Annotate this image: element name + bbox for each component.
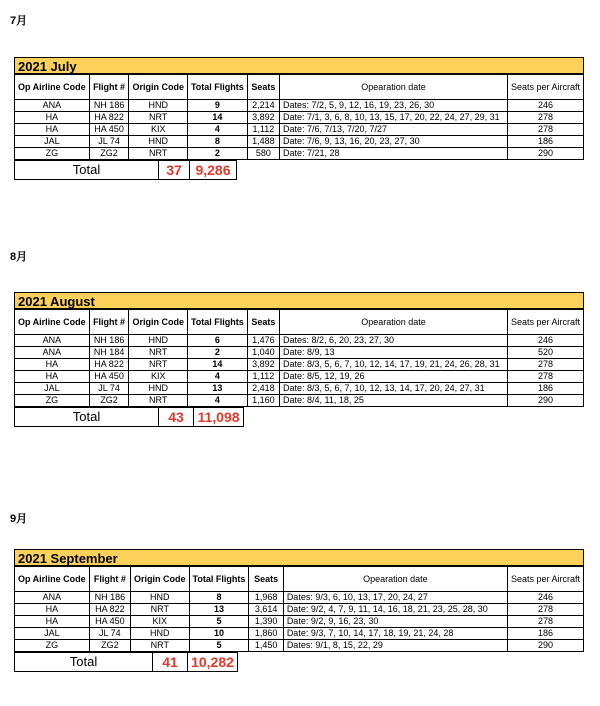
table-row bbox=[15, 395, 584, 407]
seats-cell: 2,214 bbox=[247, 100, 279, 112]
airline-cell: ZG bbox=[15, 395, 90, 407]
total-label: Total bbox=[15, 161, 159, 180]
airline-cell: ANA bbox=[15, 347, 90, 359]
per-cell: 290 bbox=[507, 395, 583, 407]
per-cell: 246 bbox=[507, 100, 583, 112]
per-cell: 246 bbox=[507, 335, 583, 347]
dates-cell: Date: 7/6, 9, 13, 16, 20, 23, 27, 30 bbox=[279, 136, 507, 148]
seats-cell: 3,614 bbox=[249, 604, 283, 616]
total-cell: 13 bbox=[189, 604, 249, 616]
header-airline: Op Airline Code bbox=[15, 567, 90, 592]
origin-cell: NRT bbox=[129, 395, 188, 407]
seats-cell: 1,860 bbox=[249, 628, 283, 640]
total-row bbox=[14, 160, 237, 180]
origin-cell: NRT bbox=[129, 148, 188, 160]
dates-cell: Date: 7/6, 7/13, 7/20, 7/27 bbox=[279, 124, 507, 136]
header-total: Total Flights bbox=[187, 310, 247, 335]
origin-cell: NRT bbox=[131, 604, 190, 616]
flight-table bbox=[14, 74, 584, 160]
total-cell: 8 bbox=[187, 136, 247, 148]
total-seats-value: 9,286 bbox=[190, 161, 237, 180]
flight-cell: HA 450 bbox=[89, 371, 129, 383]
seats-cell: 580 bbox=[247, 148, 279, 160]
flight-cell: JL 74 bbox=[89, 136, 129, 148]
airline-cell: ZG bbox=[15, 148, 90, 160]
seats-cell: 3,892 bbox=[247, 112, 279, 124]
total-flights-value: 43 bbox=[159, 408, 194, 427]
dates-cell: Date: 8/3, 5, 6, 7, 10, 12, 13, 14, 17, 20, 24, 27, 31 bbox=[279, 383, 507, 395]
origin-cell: KIX bbox=[129, 124, 188, 136]
per-cell: 186 bbox=[507, 383, 583, 395]
flight-table bbox=[14, 309, 584, 407]
table-row bbox=[15, 640, 584, 652]
header-total: Total Flights bbox=[189, 567, 249, 592]
airline-cell: HA bbox=[15, 371, 90, 383]
table-title: 2021 September bbox=[14, 549, 584, 566]
flight-cell: ZG2 bbox=[89, 395, 129, 407]
header-seats: Seats bbox=[247, 75, 279, 100]
airline-cell: HA bbox=[15, 112, 90, 124]
origin-cell: NRT bbox=[131, 640, 190, 652]
dates-cell: Date: 7/1, 3, 6, 8, 10, 13, 15, 17, 20, 22, 24, 27, 29, 31 bbox=[279, 112, 507, 124]
airline-cell: HA bbox=[15, 359, 90, 371]
per-cell: 520 bbox=[507, 347, 583, 359]
seats-cell: 1,450 bbox=[249, 640, 283, 652]
seats-cell: 3,892 bbox=[247, 359, 279, 371]
per-cell: 290 bbox=[507, 148, 583, 160]
total-cell: 2 bbox=[187, 347, 247, 359]
table-row bbox=[15, 616, 584, 628]
header-seats: Seats bbox=[249, 567, 283, 592]
total-row bbox=[14, 652, 238, 672]
per-cell: 278 bbox=[507, 616, 583, 628]
table-row bbox=[15, 592, 584, 604]
total-cell: 6 bbox=[187, 335, 247, 347]
table-row bbox=[15, 371, 584, 383]
total-row bbox=[14, 407, 244, 427]
airline-cell: ZG bbox=[15, 640, 90, 652]
flight-cell: JL 74 bbox=[89, 628, 130, 640]
seats-cell: 1,160 bbox=[247, 395, 279, 407]
total-cell: 5 bbox=[189, 640, 249, 652]
total-cell: 5 bbox=[189, 616, 249, 628]
flight-table bbox=[14, 566, 584, 652]
month-label-september: 9月 bbox=[10, 513, 28, 525]
dates-cell: Date: 9/3, 7, 10, 14, 17, 18, 19, 21, 24, 28 bbox=[283, 628, 507, 640]
month-label-july: 7月 bbox=[10, 15, 28, 27]
flight-cell: NH 184 bbox=[89, 347, 129, 359]
flight-cell: HA 822 bbox=[89, 112, 129, 124]
header-per: Seats per Aircraft bbox=[507, 310, 583, 335]
per-cell: 186 bbox=[507, 136, 583, 148]
dates-cell: Date: 8/3, 5, 6, 7, 10, 12, 14, 17, 19, 21, 24, 26, 28, 31 bbox=[279, 359, 507, 371]
september-block bbox=[14, 549, 584, 672]
dates-cell: Date: 7/21, 28 bbox=[279, 148, 507, 160]
flight-cell: JL 74 bbox=[89, 383, 129, 395]
total-cell: 14 bbox=[187, 112, 247, 124]
flight-cell: NH 186 bbox=[89, 335, 129, 347]
header-seats: Seats bbox=[247, 310, 279, 335]
table-row bbox=[15, 112, 584, 124]
table-header-row bbox=[15, 75, 584, 100]
dates-cell: Dates: 9/1, 8, 15, 22, 29 bbox=[283, 640, 507, 652]
total-cell: 4 bbox=[187, 371, 247, 383]
seats-cell: 2,418 bbox=[247, 383, 279, 395]
origin-cell: HND bbox=[129, 100, 188, 112]
table-header-row bbox=[15, 567, 584, 592]
flight-cell: ZG2 bbox=[89, 148, 129, 160]
seats-cell: 1,968 bbox=[249, 592, 283, 604]
flight-cell: HA 822 bbox=[89, 604, 130, 616]
airline-cell: JAL bbox=[15, 383, 90, 395]
header-airline: Op Airline Code bbox=[15, 75, 90, 100]
total-seats-value: 11,098 bbox=[194, 408, 244, 427]
origin-cell: KIX bbox=[129, 371, 188, 383]
airline-cell: HA bbox=[15, 604, 90, 616]
per-cell: 278 bbox=[507, 604, 583, 616]
header-flight: Flight # bbox=[89, 310, 129, 335]
header-total: Total Flights bbox=[187, 75, 247, 100]
origin-cell: KIX bbox=[131, 616, 190, 628]
flight-cell: HA 450 bbox=[89, 124, 129, 136]
dates-cell: Dates: 8/2, 6, 20, 23, 27, 30 bbox=[279, 335, 507, 347]
dates-cell: Dates: 7/2, 5, 9, 12, 16, 19, 23, 26, 30 bbox=[279, 100, 507, 112]
dates-cell: Dates: 9/3, 6, 10, 13, 17, 20, 24, 27 bbox=[283, 592, 507, 604]
origin-cell: NRT bbox=[129, 112, 188, 124]
total-cell: 4 bbox=[187, 395, 247, 407]
table-row bbox=[15, 628, 584, 640]
flight-cell: HA 450 bbox=[89, 616, 130, 628]
total-cell: 9 bbox=[187, 100, 247, 112]
total-flights-value: 41 bbox=[153, 653, 188, 672]
header-flight: Flight # bbox=[89, 567, 130, 592]
airline-cell: HA bbox=[15, 124, 90, 136]
header-per: Seats per Aircraft bbox=[507, 567, 583, 592]
table-row bbox=[15, 347, 584, 359]
airline-cell: ANA bbox=[15, 592, 90, 604]
table-row bbox=[15, 383, 584, 395]
per-cell: 278 bbox=[507, 112, 583, 124]
per-cell: 246 bbox=[507, 592, 583, 604]
header-dates: Opearation date bbox=[279, 310, 507, 335]
table-title: 2021 August bbox=[14, 292, 584, 309]
table-row bbox=[15, 100, 584, 112]
table-row bbox=[15, 604, 584, 616]
dates-cell: Date: 9/2, 9, 16, 23, 30 bbox=[283, 616, 507, 628]
july-block bbox=[14, 57, 584, 180]
flight-cell: ZG2 bbox=[89, 640, 130, 652]
origin-cell: HND bbox=[131, 592, 190, 604]
seats-cell: 1,112 bbox=[247, 124, 279, 136]
total-label: Total bbox=[15, 408, 159, 427]
august-block bbox=[14, 292, 584, 427]
header-flight: Flight # bbox=[89, 75, 129, 100]
total-cell: 4 bbox=[187, 124, 247, 136]
per-cell: 278 bbox=[507, 359, 583, 371]
total-cell: 14 bbox=[187, 359, 247, 371]
origin-cell: HND bbox=[129, 335, 188, 347]
dates-cell: Date: 8/9, 13 bbox=[279, 347, 507, 359]
flight-cell: NH 186 bbox=[89, 100, 129, 112]
total-seats-value: 10,282 bbox=[188, 653, 238, 672]
seats-cell: 1,040 bbox=[247, 347, 279, 359]
month-label-august: 8月 bbox=[10, 251, 28, 263]
total-cell: 8 bbox=[189, 592, 249, 604]
airline-cell: JAL bbox=[15, 136, 90, 148]
table-row bbox=[15, 359, 584, 371]
total-cell: 2 bbox=[187, 148, 247, 160]
origin-cell: HND bbox=[131, 628, 190, 640]
airline-cell: ANA bbox=[15, 100, 90, 112]
origin-cell: NRT bbox=[129, 347, 188, 359]
header-dates: Opearation date bbox=[279, 75, 507, 100]
seats-cell: 1,476 bbox=[247, 335, 279, 347]
table-row bbox=[15, 124, 584, 136]
per-cell: 186 bbox=[507, 628, 583, 640]
table-header-row bbox=[15, 310, 584, 335]
header-airline: Op Airline Code bbox=[15, 310, 90, 335]
header-dates: Opearation date bbox=[283, 567, 507, 592]
total-cell: 10 bbox=[189, 628, 249, 640]
header-origin: Origin Code bbox=[129, 75, 188, 100]
per-cell: 278 bbox=[507, 124, 583, 136]
total-flights-value: 37 bbox=[159, 161, 190, 180]
dates-cell: Date: 8/4, 11, 18, 25 bbox=[279, 395, 507, 407]
per-cell: 278 bbox=[507, 371, 583, 383]
header-per: Seats per Aircraft bbox=[507, 75, 583, 100]
airline-cell: JAL bbox=[15, 628, 90, 640]
table-row bbox=[15, 335, 584, 347]
seats-cell: 1,390 bbox=[249, 616, 283, 628]
header-origin: Origin Code bbox=[131, 567, 190, 592]
header-origin: Origin Code bbox=[129, 310, 188, 335]
table-title: 2021 July bbox=[14, 57, 584, 74]
dates-cell: Date: 9/2, 4, 7, 9, 11, 14, 16, 18, 21, 23, 25, 28, 30 bbox=[283, 604, 507, 616]
origin-cell: HND bbox=[129, 383, 188, 395]
total-label: Total bbox=[15, 653, 153, 672]
airline-cell: HA bbox=[15, 616, 90, 628]
seats-cell: 1,488 bbox=[247, 136, 279, 148]
flight-cell: NH 186 bbox=[89, 592, 130, 604]
origin-cell: HND bbox=[129, 136, 188, 148]
table-row bbox=[15, 148, 584, 160]
flight-cell: HA 822 bbox=[89, 359, 129, 371]
origin-cell: NRT bbox=[129, 359, 188, 371]
total-cell: 13 bbox=[187, 383, 247, 395]
seats-cell: 1,112 bbox=[247, 371, 279, 383]
airline-cell: ANA bbox=[15, 335, 90, 347]
dates-cell: Date: 8/5, 12, 19, 26 bbox=[279, 371, 507, 383]
table-row bbox=[15, 136, 584, 148]
per-cell: 290 bbox=[507, 640, 583, 652]
